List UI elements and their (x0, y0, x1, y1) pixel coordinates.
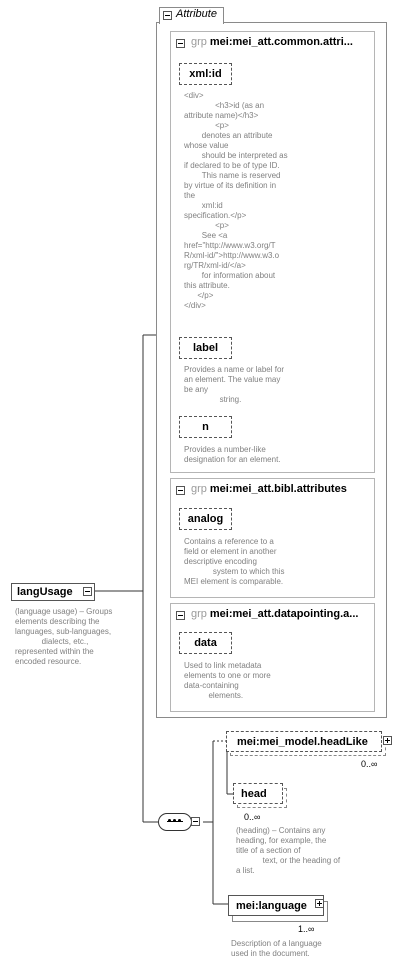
head-documentation: (heading) – Contains any heading, for example, the title of a section of text, or the heading of a list. (236, 826, 341, 875)
group-datapointing-header[interactable] (191, 608, 358, 620)
group-bibl-header[interactable] (191, 483, 347, 495)
attribute-data[interactable]: data (179, 632, 232, 654)
root-element-label: langUsage (17, 586, 73, 598)
sequence-collapse-icon[interactable] (191, 817, 200, 826)
group-common-collapse-icon[interactable] (176, 39, 185, 48)
attribute-label[interactable]: label (179, 337, 232, 359)
group-bibl-collapse-icon[interactable] (176, 486, 185, 495)
language-expand-icon[interactable] (315, 899, 324, 908)
model-group-occurrence: 0..∞ (361, 759, 378, 769)
group-common-header[interactable] (191, 36, 353, 48)
attribute-n-doc: Provides a number-like designation for an element. (184, 445, 281, 464)
group-prefix: grp (191, 483, 207, 495)
group-datapointing-collapse-icon[interactable] (176, 611, 185, 620)
model-group-headLike[interactable]: mei:mei_model.headLike (226, 731, 382, 752)
attribute-data-doc: Used to link metadata elements to one or more data-containing elements. (184, 661, 271, 700)
model-group-expand-icon[interactable] (383, 736, 392, 745)
attribute-label-doc: Provides a name or label for an element. The value may be any string. (184, 365, 285, 404)
attribute-xml-id-doc: <div> <h3>id (as an attribute name)</h3> <p> denotes an attribute whose value should be interpreted as if declared to be of type ID. This name is reserved by virtue of its definition in the xml:id specification.</p> <p> See <a href="http://www.w3.org/T R/xml-id/">http://www.w3.o rg/TR/xml-id/</a> for information about this attribute. </p> </div> (184, 91, 288, 310)
collapse-minus-icon[interactable] (83, 587, 92, 596)
head-element[interactable]: head (233, 783, 283, 804)
language-documentation: Description of a language used in the document. (231, 939, 322, 958)
group-prefix: grp (191, 608, 207, 620)
language-occurrence: 1..∞ (298, 924, 315, 934)
language-element[interactable]: mei:language (228, 895, 324, 916)
group-name: mei:mei_att.bibl.attributes (209, 483, 347, 495)
root-documentation: (language usage) – Groups elements describing the languages, sub-languages, dialects, etc., represented within the encoded resource. (15, 607, 113, 666)
attribute-n[interactable]: n (179, 416, 232, 438)
group-name: mei:mei_att.common.attri... (209, 36, 353, 48)
sequence-compositor-icon[interactable] (158, 813, 192, 831)
attribute-xml-id[interactable]: xml:id (179, 63, 232, 85)
attribute-panel-title: Attribute (176, 8, 217, 20)
head-occurrence: 0..∞ (244, 812, 261, 822)
attribute-analog[interactable]: analog (179, 508, 232, 530)
group-name: mei:mei_att.datapointing.a... (209, 608, 359, 620)
attribute-collapse-icon[interactable] (163, 11, 172, 20)
group-prefix: grp (191, 36, 207, 48)
attribute-analog-doc: Contains a reference to a field or element in another descriptive encoding system to which this MEI element is comparable. (184, 537, 285, 586)
